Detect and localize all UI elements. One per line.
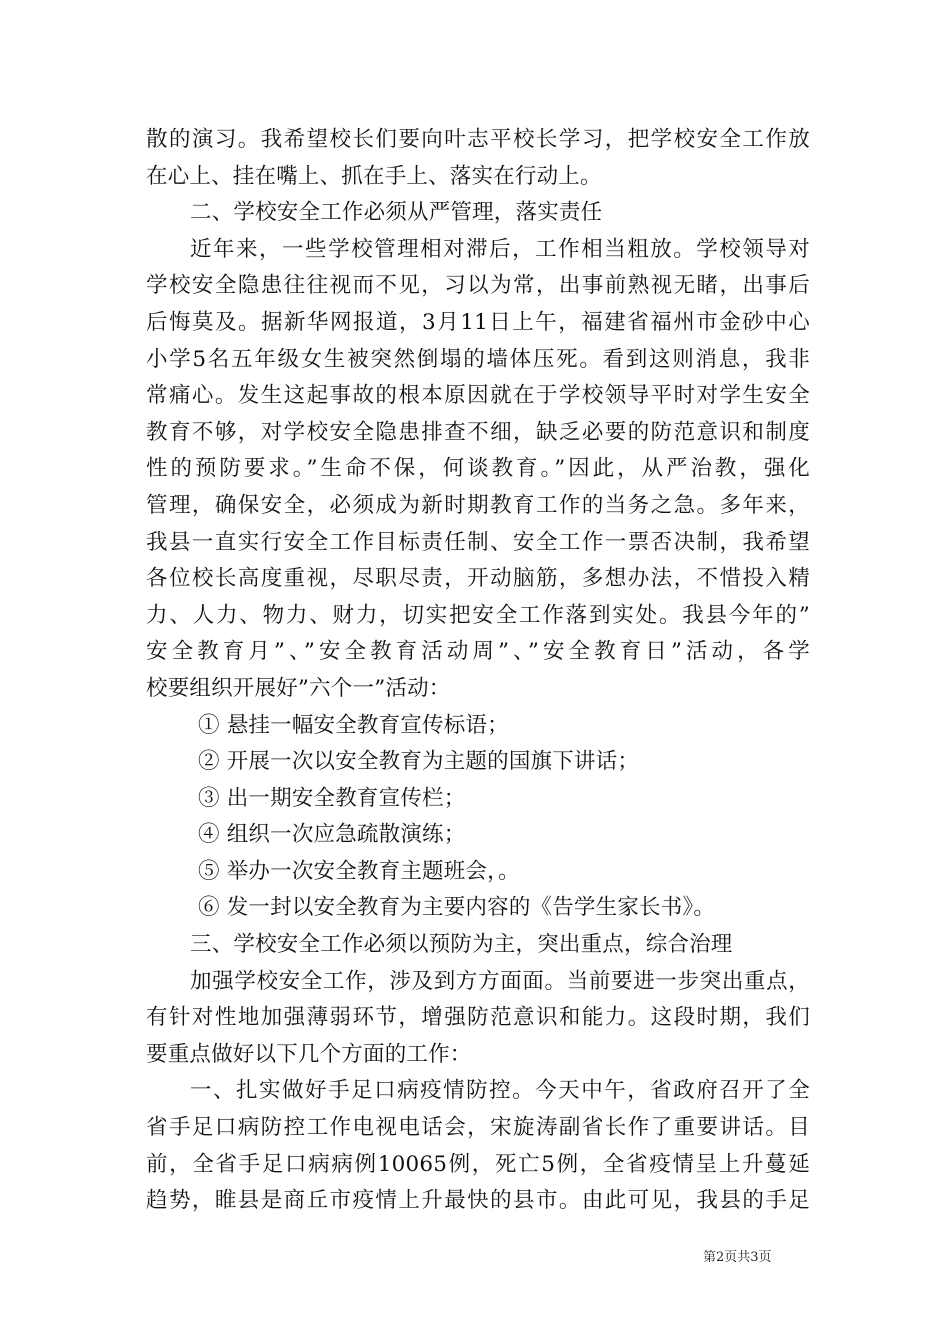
- list-item: ② 开展一次以安全教育为主题的国旗下讲话；: [198, 749, 640, 775]
- text-line: 学校安全隐患往往视而不见，习以为常，出事前熟视无睹，出事后: [146, 273, 810, 299]
- list-item: ⑥ 发一封以安全教育为主要内容的《告学生家长书》。: [198, 895, 716, 921]
- list-item: ④ 组织一次应急疏散演练；: [198, 822, 466, 848]
- text-line: 力、人力、物力、财力，切实把安全工作落到实处。我县今年的”: [146, 602, 810, 628]
- text-line: 散的演习。我希望校长们要向叶志平校长学习，把学校安全工作放: [146, 127, 810, 152]
- text-line: 省手足口病防控工作电视电话会，宋旋涛副省长作了重要讲话。目: [146, 1115, 810, 1141]
- text-line: 后悔莫及。据新华网报道，3月11日上午，福建省福州市金砂中心: [146, 309, 810, 335]
- section-heading: 二、学校安全工作必须从严管理，落实责任: [190, 200, 603, 226]
- page-number: 第2页共3页: [703, 1250, 772, 1265]
- text-line: 在心上、挂在嘴上、抓在手上、落实在行动上。: [146, 163, 602, 189]
- text-line: 一、扎实做好手足口病疫情防控。今天中午，省政府召开了全: [190, 1078, 810, 1104]
- text-line: 小学5名五年级女生被突然倒塌的墙体压死。看到这则消息，我非: [146, 346, 810, 372]
- text-line: 校要组织开展好”六个一”活动：: [146, 675, 451, 701]
- text-line: 趋势，睢县是商丘市疫情上升最快的县市。由此可见，我县的手足: [146, 1188, 810, 1214]
- text-line: 加强学校安全工作，涉及到方方面面。当前要进一步突出重点，: [190, 968, 810, 994]
- text-line: 前，全省手足口病病例10065例，死亡5例，全省疫情呈上升蔓延: [146, 1151, 810, 1177]
- list-item: ① 悬挂一幅安全教育宣传标语；: [198, 712, 509, 738]
- text-line: 常痛心。发生这起事故的根本原因就在于学校领导平时对学生安全: [146, 383, 810, 409]
- text-line: 要重点做好以下几个方面的工作：: [146, 1041, 472, 1067]
- text-line: 各位校长高度重视，尽职尽责，开动脑筋，多想办法，不惜投入精: [146, 566, 810, 592]
- text-line: 管理，确保安全，必须成为新时期教育工作的当务之急。多年来，: [146, 492, 810, 518]
- text-line: 性的预防要求。”生命不保，何谈教育。”因此，从严治教，强化: [146, 456, 810, 482]
- section-heading: 三、学校安全工作必须以预防为主，突出重点，综合治理: [190, 932, 733, 958]
- document-body: [146, 122, 810, 1220]
- text-line: 近年来，一些学校管理相对滞后，工作相当粗放。学校领导对: [190, 236, 810, 262]
- text-line: 我县一直实行安全工作目标责任制、安全工作一票否决制，我希望: [146, 529, 810, 555]
- list-item: ⑤ 举办一次安全教育主题班会，。: [198, 858, 520, 884]
- text-line: 教育不够，对学校安全隐患排查不细，缺乏必要的防范意识和制度: [146, 419, 810, 445]
- list-item: ③ 出一期安全教育宣传栏；: [198, 785, 466, 811]
- text-line: 有针对性地加强薄弱环节，增强防范意识和能力。这段时期，我们: [146, 1005, 810, 1031]
- text-line: 安全教育月”、”安全教育活动周”、”安全教育日”活动，各学: [146, 639, 810, 665]
